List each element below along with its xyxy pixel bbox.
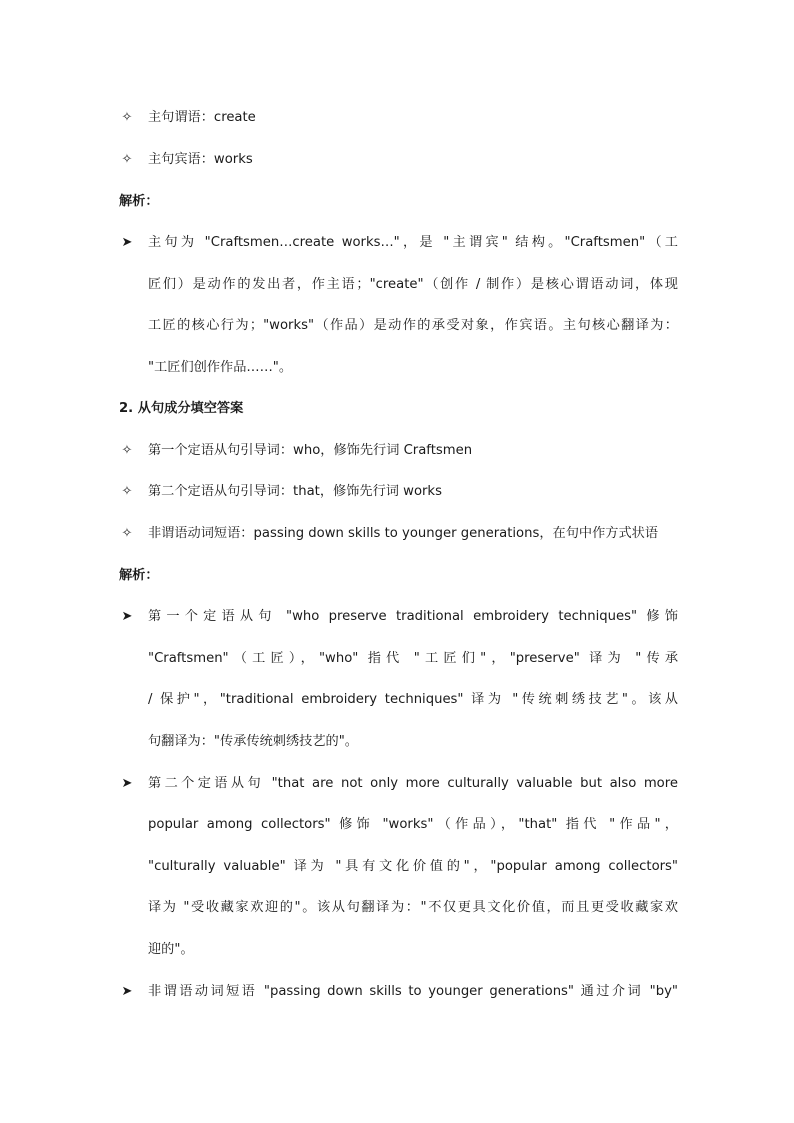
analysis-line: "culturally valuable" 译为 "具有文化价值的"，"popular among collectors" — [148, 859, 678, 874]
arrow-bullet-icon: ➤ — [121, 235, 133, 250]
analysis-label: 解析： — [119, 568, 159, 583]
analysis-label: 解析： — [119, 194, 159, 209]
analysis-line: / 保护"，"traditional embroidery techniques" 译为 "传统刺绣技艺"。该从 — [148, 692, 678, 707]
analysis-line: 主句为 "Craftsmen…create works…"，是 "主谓宾" 结构。"Craftsmen"（工 — [148, 235, 678, 250]
analysis-line: 第二个定语从句 "that are not only more culturally valuable but also more — [148, 776, 678, 791]
diamond-bullet-icon: ✧ — [121, 484, 133, 499]
analysis-line: "工匠们创作作品……"。 — [148, 360, 293, 375]
analysis-line: popular among collectors" 修饰 "works"（作品），"that" 指代 "作品"， — [148, 817, 678, 832]
arrow-bullet-icon: ➤ — [121, 776, 133, 791]
clause-answer: 非谓语动词短语：passing down skills to younger generations，在句中作方式状语 — [148, 526, 659, 541]
diamond-bullet-icon: ✧ — [121, 443, 133, 458]
clause-answer: 第二个定语从句引导词：that，修饰先行词 works — [148, 484, 442, 499]
analysis-line: 工匠的核心行为；"works"（作品）是动作的承受对象，作宾语。主句核心翻译为： — [148, 318, 678, 333]
diamond-bullet-icon: ✧ — [121, 526, 133, 541]
analysis-line: 迎的"。 — [148, 942, 194, 957]
section-heading: 2. 从句成分填空答案 — [119, 401, 244, 416]
analysis-line: "Craftsmen"（工匠），"who" 指代 "工匠们"，"preserve" 译为 "传承 — [148, 651, 678, 666]
diamond-bullet-icon: ✧ — [121, 152, 133, 167]
clause-answer: 第一个定语从句引导词：who，修饰先行词 Craftsmen — [148, 443, 473, 458]
arrow-bullet-icon: ➤ — [121, 609, 133, 624]
analysis-line: 句翻译为："传承传统刺绣技艺的"。 — [148, 734, 358, 749]
analysis-line: 第一个定语从句 "who preserve traditional embroidery techniques" 修饰 — [148, 609, 678, 624]
object-answer: 主句宾语：works — [148, 152, 253, 167]
diamond-bullet-icon: ✧ — [121, 110, 133, 125]
analysis-line: 匠们）是动作的发出者，作主语；"create"（创作 / 制作）是核心谓语动词，体现 — [148, 277, 678, 292]
predicate-answer: 主句谓语：create — [148, 110, 256, 125]
arrow-bullet-icon: ➤ — [121, 984, 133, 999]
analysis-line: 非谓语动词短语 "passing down skills to younger generations" 通过介词 "by" — [148, 984, 678, 999]
analysis-line: 译为 "受收藏家欢迎的"。该从句翻译为："不仅更具文化价值，而且更受收藏家欢 — [148, 900, 678, 915]
